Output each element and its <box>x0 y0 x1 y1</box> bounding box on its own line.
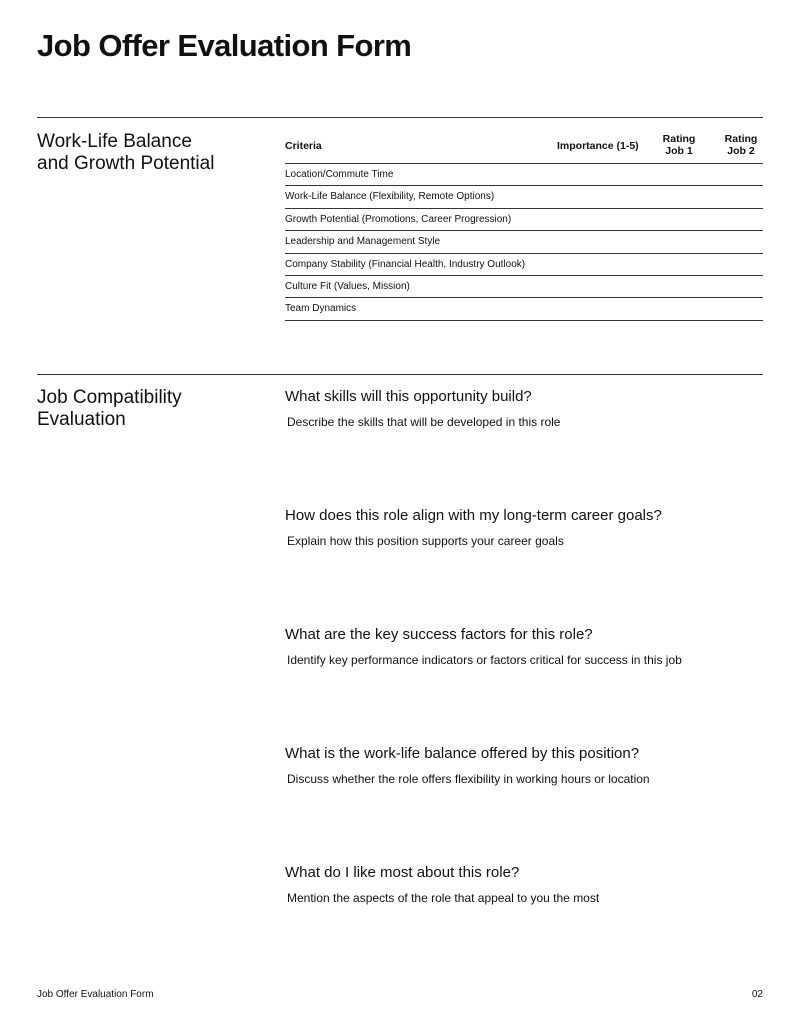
table-row <box>285 164 763 186</box>
criteria-cell: Work-Life Balance (Flexibility, Remote Options) <box>285 191 495 203</box>
column-header-importance: Importance (1-5) <box>557 140 639 152</box>
criteria-cell: Location/Commute Time <box>285 169 394 180</box>
column-header-line: Job 2 <box>727 145 755 157</box>
question-description[interactable]: Describe the skills that will be developed in this role <box>287 415 561 429</box>
question-block <box>285 864 763 905</box>
section-title-line: Evaluation <box>37 409 126 430</box>
table-row <box>285 276 763 298</box>
table-header-row <box>285 130 763 164</box>
question-description[interactable]: Identify key performance indicators or factors critical for success in this job <box>287 653 682 667</box>
table-row <box>285 209 763 231</box>
question-title: What are the key success factors for this role? <box>285 626 593 643</box>
column-header-line: Rating <box>662 133 696 145</box>
question-description[interactable]: Explain how this position supports your career goals <box>287 534 564 548</box>
footer-document-name: Job Offer Evaluation Form <box>37 989 154 1000</box>
section-divider <box>37 117 763 118</box>
section-title-line: Job Compatibility <box>37 387 182 408</box>
section-divider <box>37 374 763 375</box>
page-title: Job Offer Evaluation Form <box>37 28 412 63</box>
section-title-line: and Growth Potential <box>37 153 215 174</box>
criteria-table <box>285 130 763 321</box>
question-block <box>285 626 763 667</box>
table-row <box>285 231 763 253</box>
question-title: What skills will this opportunity build? <box>285 388 532 405</box>
question-title: What do I like most about this role? <box>285 864 520 881</box>
column-header-criteria: Criteria <box>285 140 322 152</box>
column-header-line: Rating <box>724 133 758 145</box>
column-header-rating-job2 <box>713 133 769 157</box>
criteria-cell: Leadership and Management Style <box>285 236 441 248</box>
question-block <box>285 388 763 429</box>
question-title: How does this role align with my long-term career goals? <box>285 507 662 524</box>
table-row <box>285 298 763 320</box>
criteria-cell: Culture Fit (Values, Mission) <box>285 280 410 292</box>
column-header-line: Job 1 <box>665 145 693 157</box>
question-description[interactable]: Mention the aspects of the role that appeal to you the most <box>287 891 600 905</box>
question-title: What is the work-life balance offered by this position? <box>285 745 640 762</box>
column-header-rating-job1 <box>651 133 707 157</box>
criteria-cell: Team Dynamics <box>285 303 357 315</box>
table-row <box>285 186 763 208</box>
question-block <box>285 507 763 548</box>
section-title-line: Work-Life Balance <box>37 131 192 152</box>
question-description[interactable]: Discuss whether the role offers flexibility in working hours or location <box>287 772 650 786</box>
criteria-cell: Growth Potential (Promotions, Career Progression) <box>285 213 512 225</box>
table-row <box>285 254 763 276</box>
section-title-work-life <box>37 131 257 175</box>
question-block <box>285 745 763 786</box>
footer-page-number: 02 <box>751 989 763 1000</box>
section-title-job-compatibility <box>37 387 257 431</box>
criteria-cell: Company Stability (Financial Health, Industry Outlook) <box>285 258 526 270</box>
